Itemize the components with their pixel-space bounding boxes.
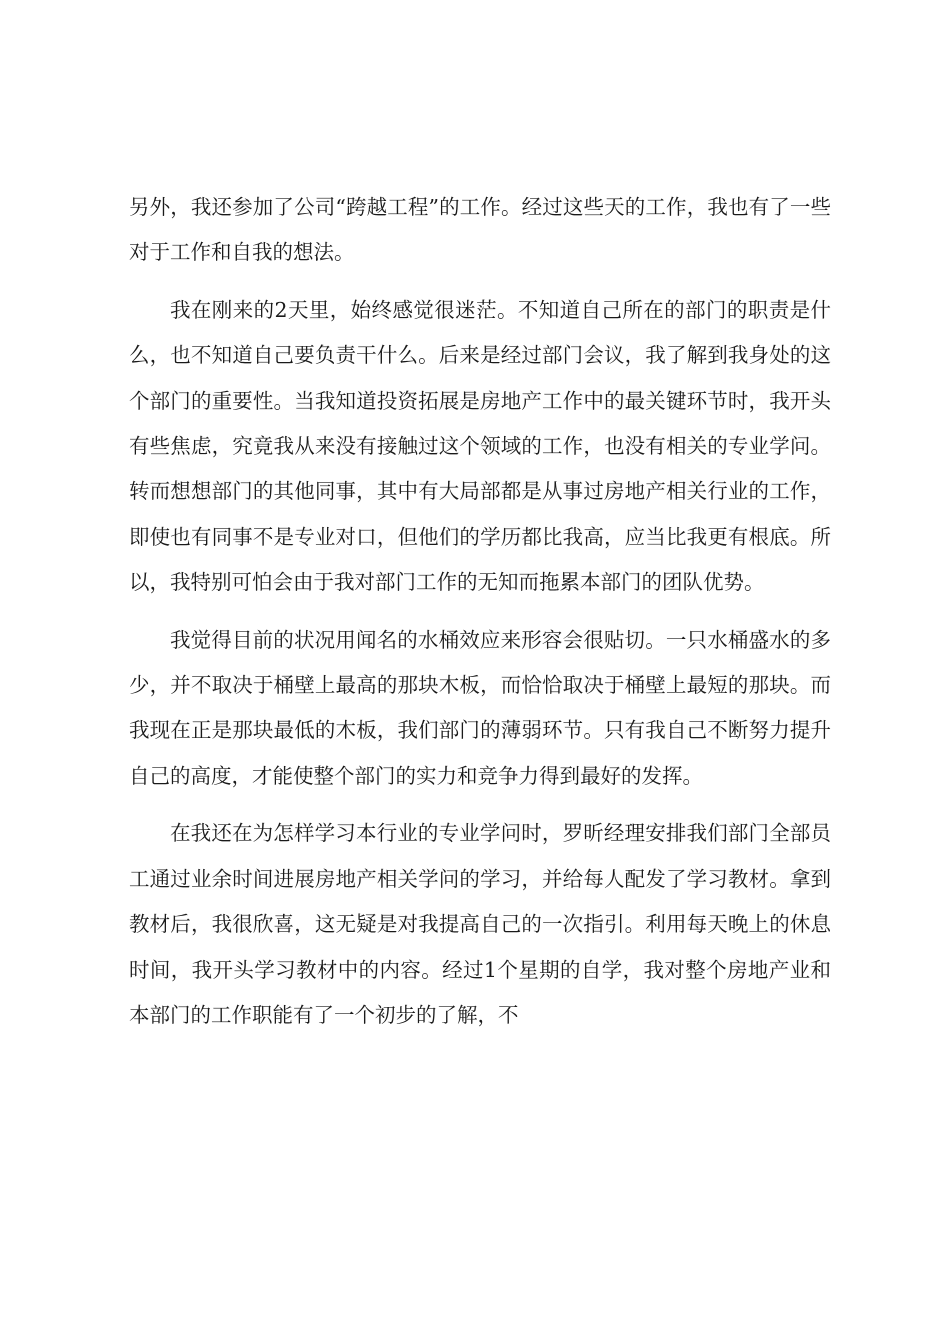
paragraph-4: 在我还在为怎样学习本行业的专业学问时，罗昕经理安排我们部门全部员工通过业余时间进展房地产相关学问的学习，并给每人配发了学习教材。拿到教材后，我很欣喜，这无疑是对我提高自己的一次指引。利用每天晚上的休息时间，我开头学习教材中的内容。经过1个星期的自学，我对整个房地产业和本部门的工作职能有了一个初步的了解，不 — [129, 821, 831, 1027]
paragraph-3: 我觉得目前的状况用闻名的水桶效应来形容会很贴切。一只水桶盛水的多少，并不取决于桶壁上最高的那块木板，而恰恰取决于桶壁上最短的那块。而我现在正是那块最低的木板，我们部门的薄弱环节。只有我自己不断努力提升自己的高度，才能使整个部门的实力和竞争力得到最好的发挥。 — [129, 627, 831, 788]
document-body — [129, 185, 831, 1050]
paragraph-2: 我在刚来的2天里，始终感觉很迷茫。不知道自己所在的部门的职责是什么，也不知道自己要负责干什么。后来是经过部门会议，我了解到我身处的这个部门的重要性。当我知道投资拓展是房地产工作中的最关键环节时，我开头有些焦虑，究竟我从来没有接触过这个领域的工作，也没有相关的专业学问。转而想想部门的其他同事，其中有大局部都是从事过房地产相关行业的工作，即使也有同事不是专业对口，但他们的学历都比我高，应当比我更有根底。所以，我特别可怕会由于我对部门工作的无知而拖累本部门的团队优势。 — [129, 297, 831, 595]
paragraph-1: 另外，我还参加了公司“跨越工程”的工作。经过这些天的工作，我也有了一些对于工作和自我的想法。 — [129, 195, 831, 265]
